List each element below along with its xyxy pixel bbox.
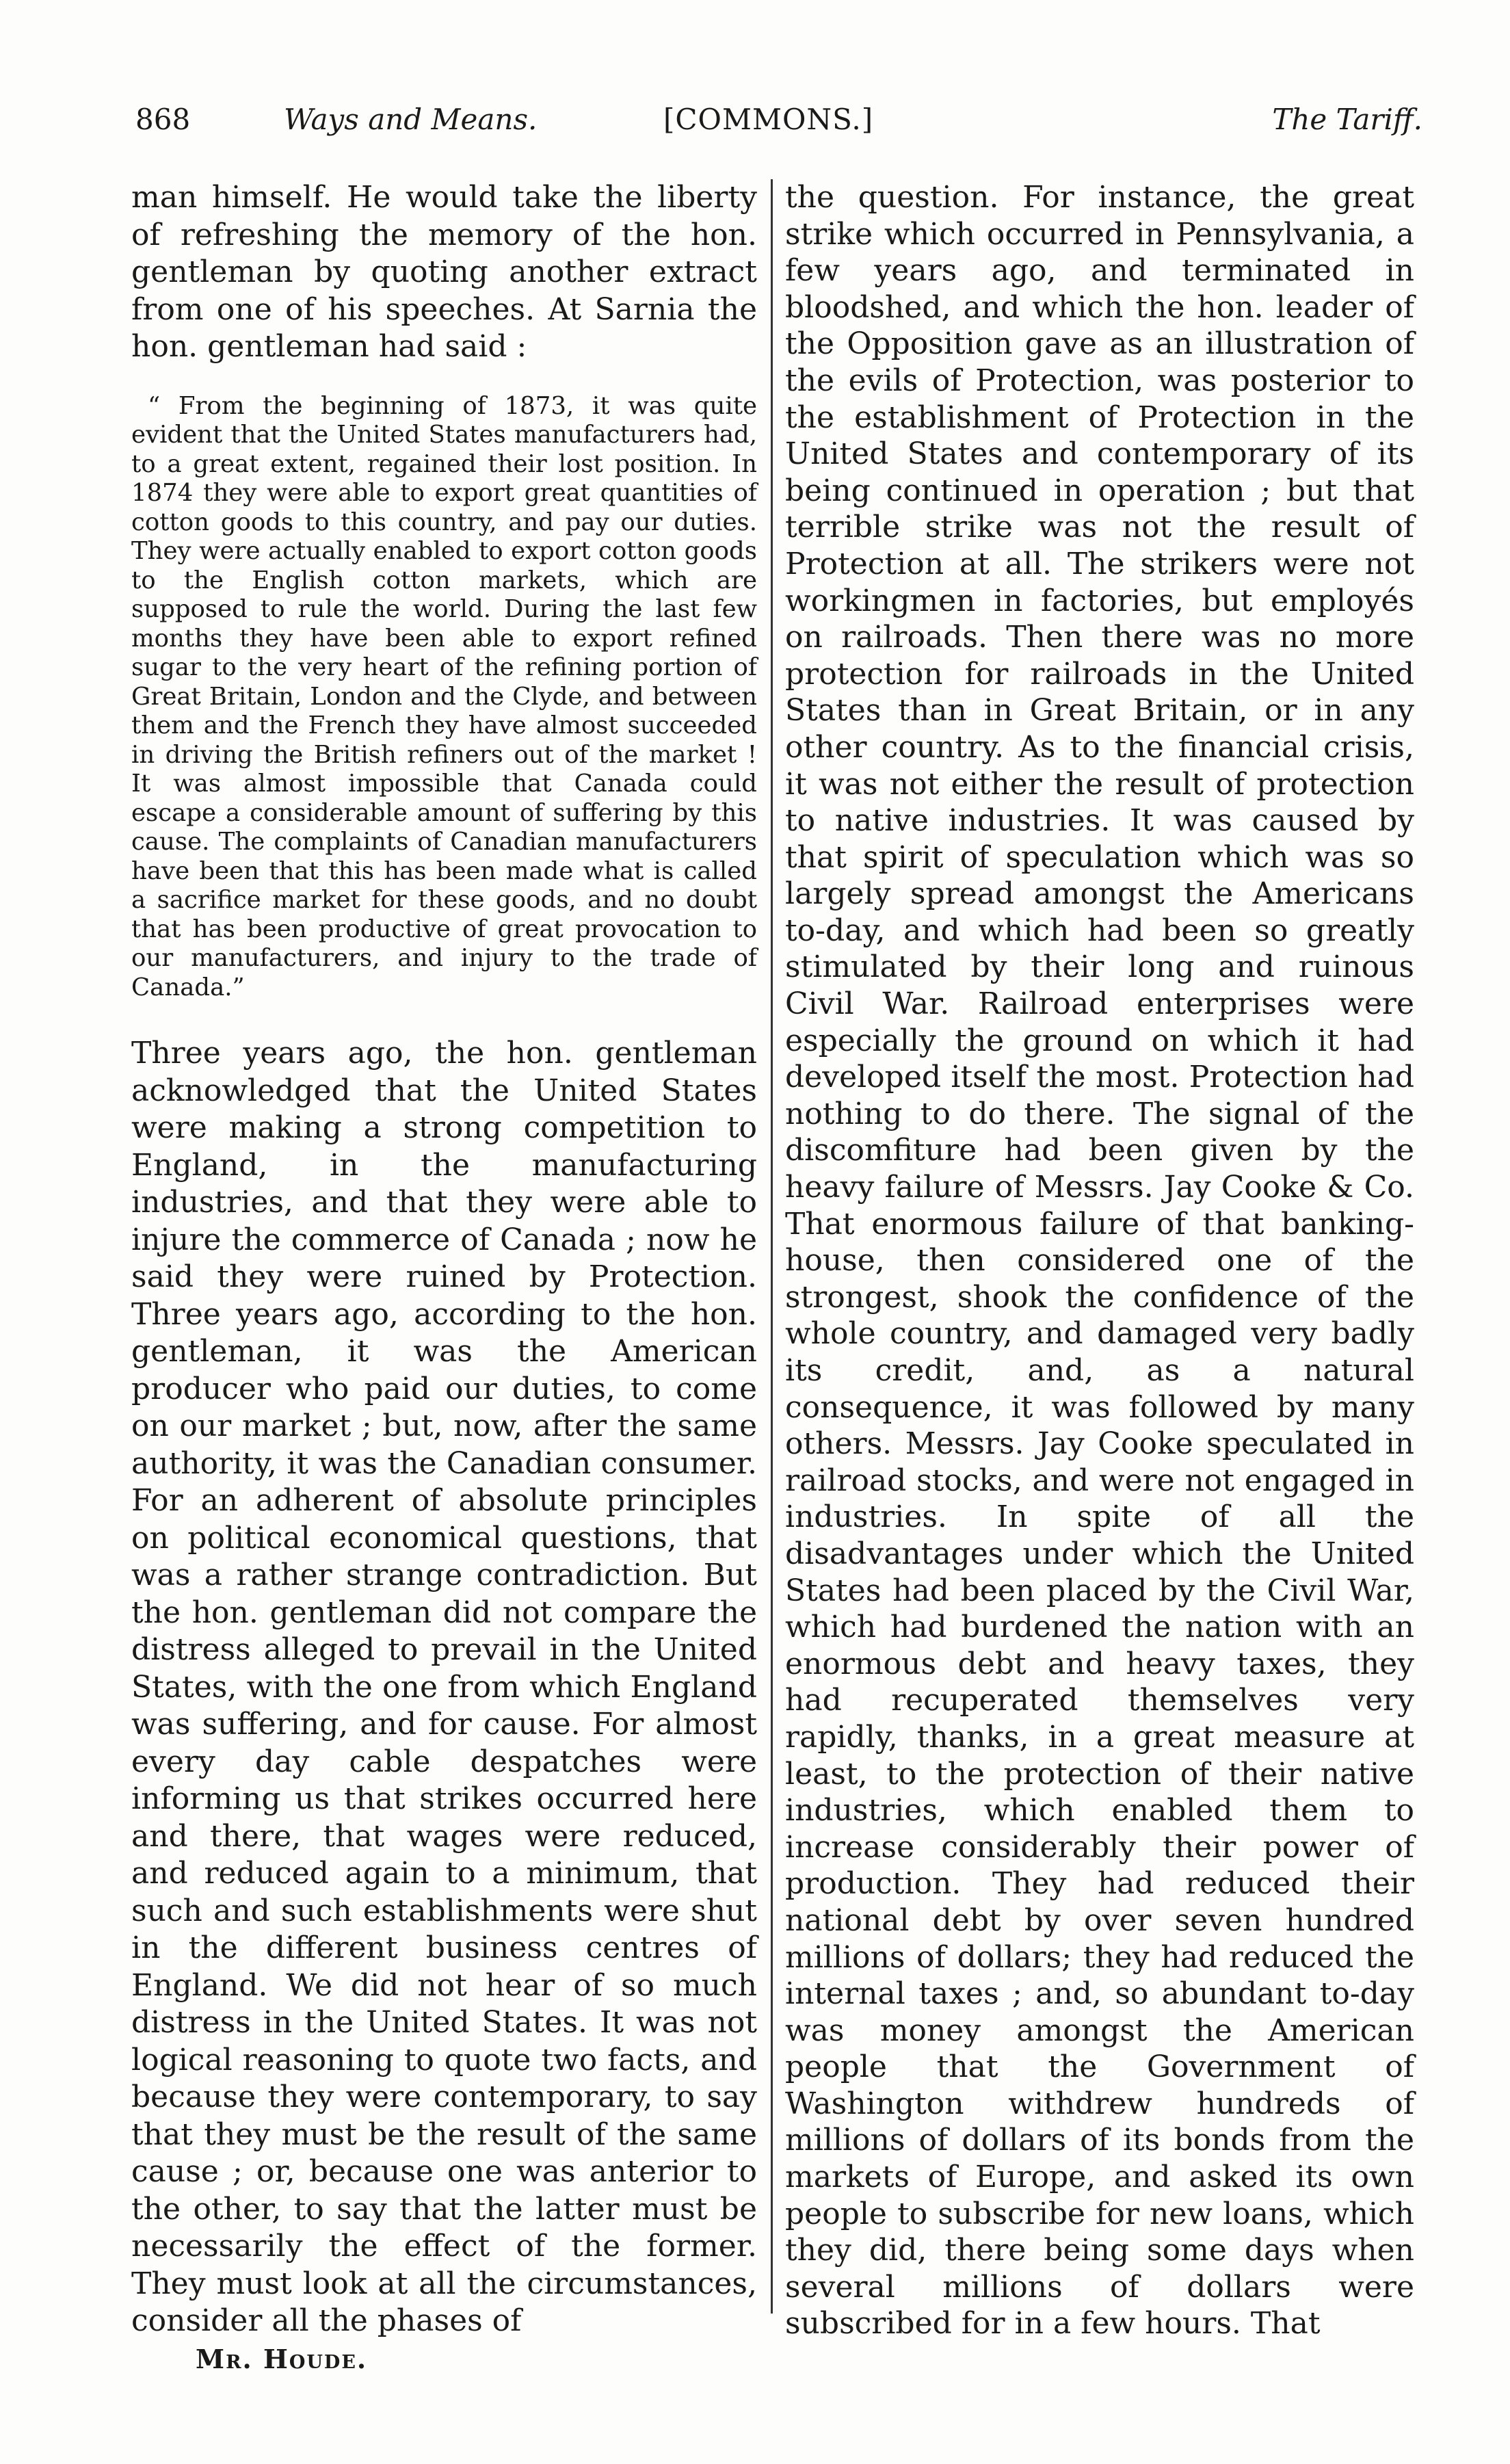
- page-header: [130, 103, 1422, 144]
- column-divider: [771, 179, 773, 2314]
- right-body-paragraph: the question. For instance, the great strike which occurred in Pennsylvania, a few years ago, and terminated in bloodshed, and which the hon. leader of the Opposition gave as an illustration of the evils of Protection, was posterior to the establishment of Protection in the United States and contemporary of its being continued in operation ; but that terrible strike was not the result of Protection at all. The strikers were not workingmen in factories, but employés on railroads. Then there was no more protection for railroads in the United States than in Great Britain, or in any other country. As to the financial crisis, it was not either the result of protection to native industries. It was caused by that spirit of speculation which was so largely spread amongst the Americans to-day, and which had been so greatly stimulated by their long and ruinous Civil War. Railroad enterprises were especially the ground on which it had developed itself the most. Protection had nothing to do there. The signal of the discomfiture had been given by the heavy failure of Messrs. Jay Cooke & Co. That enormous failure of that banking-house, then considered one of the strongest, shook the confidence of the whole country, and damaged very badly its credit, and, as a natural consequence, it was followed by many others. Messrs. Jay Cooke speculated in railroad stocks, and were not engaged in industries. In spite of all the disadvantages under which the United States had been placed by the Civil War, which had burdened the nation with an enormous debt and heavy taxes, they had recuperated themselves very rapidly, thanks, in a great measure at least, to the protection of their native industries, which enabled them to increase considerably their power of production. They had reduced their national debt by over seven hundred millions of dollars; they had reduced the internal taxes ; and, so abundant to-day was money amongst the American people that the Government of Washington withdrew hundreds of millions of dollars of its bonds from the markets of Europe, and asked its own people to subscribe for new loans, which they did, there being some days when several millions of dollars were subscribed for in a few hours. That: [785, 180, 1414, 2342]
- left-column: [131, 179, 757, 2340]
- speaker-name: Mr. Houde.: [196, 2344, 368, 2374]
- left-body-paragraph: Three years ago, the hon. gentleman acknowledged that the United States were making a strong competition to England, in the manufacturing industries, and that they were able to injure the commerce of Canada ; now he said they were ruined by Protection. Three years ago, according to the hon. gentleman, it was the American producer who paid our duties, to come on our market ; but, now, after the same authority, it was the Canadian consumer. For an adherent of absolute principles on political economical questions, that was a rather strange contradiction. But the hon. gentleman did not compare the distress alleged to prevail in the United States, with the one from which England was suffering, and for cause. For almost every day cable despatches were informing us that strikes occurred here and there, that wages were reduced, and reduced again to a minimum, that such and such establishments were shut in the different business centres of England. We did not hear of so much distress in the United States. It was not logical reasoning to quote two facts, and because they were contemporary, to say that they must be the result of the same cause ; or, because one was anterior to the other, to say that the latter must be necessarily the effect of the former. They must look at all the circumstances, consider all the phases of: [131, 1036, 757, 2338]
- running-title-left: Ways and Means.: [284, 103, 538, 136]
- left-intro-paragraph: man himself. He would take the liberty of refreshing the memory of the hon. gentleman by quoting another extract from one of his speeches. At Sarnia the hon. gentleman had said :: [131, 180, 757, 364]
- right-column: [785, 179, 1414, 2342]
- house-label: [COMMONS.]: [663, 103, 874, 136]
- page-number: 868: [135, 103, 191, 136]
- running-title-right: The Tariff.: [1272, 103, 1422, 136]
- sarnia-speech-quotation: “ From the beginning of 1873, it was quite evident that the United States manufacturers had, to a great extent, regained their lost position. In 1874 they were able to export great quantities of cotton goods to this country, and pay our duties. They were actually enabled to export cotton goods to the English cotton markets, which are supposed to rule the world. During the last few months they have been able to export refined sugar to the very heart of the refining portion of Great Britain, London and the Clyde, and between them and the French they have almost succeeded in driving the British refiners out of the market ! It was almost impossible that Canada could escape a considerable amount of suffering by this cause. The complaints of Canadian manufacturers have been that this has been made what is called a sacrifice market for these goods, and no doubt that has been productive of great provocation to our manufacturers, and injury to the trade of Canada.”: [131, 391, 757, 1001]
